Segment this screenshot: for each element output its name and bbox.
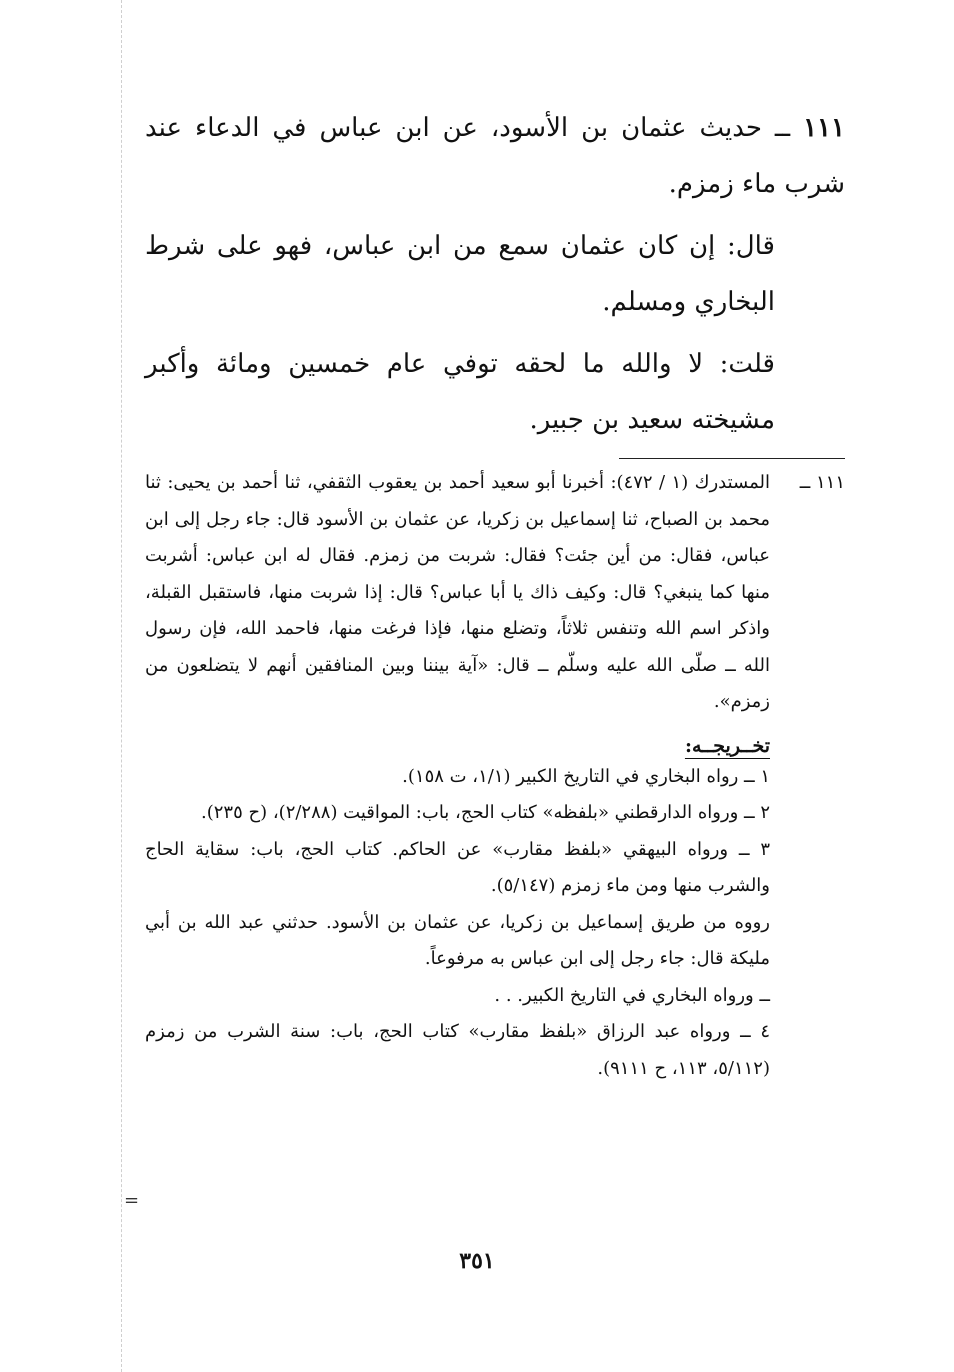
hakim-paragraph: قال: إن كان عثمان سمع من ابن عباس، فهو على شرط البخاري ومسلم. (145, 231, 775, 317)
takhrij-item: رووه من طريق إسماعيل بن زكريا، عن عثمان بن الأسود. حدثني عبد الله بن أبي مليكة قال: جاء رجل إلى ابن عباس به مرفوعاً. (145, 911, 770, 969)
footnote-separator (619, 458, 845, 459)
page-edge-line (121, 0, 122, 1372)
takhrij-item: ــ ورواه البخاري في التاريخ الكبير. . . (494, 984, 770, 1006)
footnote-paragraph (145, 465, 845, 721)
takhrij-item: ٣ ــ ورواه البيهقي «بلفظ مقارب» عن الحاكم. كتاب الحج، باب: سقاية الحاج والشرب منها ومن ماء زمزم (٥/١٤٧). (145, 838, 770, 896)
hadith-number: ١١١ (803, 113, 845, 143)
takhrij-list (145, 759, 845, 1088)
dhahabi-paragraph: قلت: لا والله ما لحقه توفي عام خمسين ومائة وأكبر مشيخته سعيد بن جبير. (145, 349, 775, 435)
takhrij-item: ٤ ــ ورواه عبد الرزاق «بلفظ مقارب» كتاب الحج، باب: سنة الشرب من زمزم (٥/١١٢، ١١٣، ح ٩١١١). (145, 1021, 770, 1079)
takhrij-item: ٢ ــ ورواه الدارقطني «بلفظه» كتاب الحج، باب: المواقيت (٢/٢٨٨)، (ح ٢٣٥). (201, 802, 770, 823)
takhrij-heading: تخــريجــه: (684, 734, 770, 757)
hadith-paragraph (145, 100, 845, 212)
footnote-number: ١١١ ــ (799, 472, 845, 493)
margin-continuation-mark: = (124, 1190, 140, 1211)
page-content (145, 100, 845, 1087)
page-number: ٣٥١ (459, 1248, 495, 1274)
footnote-text: المستدرك (١ / ٤٧٢): أخبرنا أبو سعيد أحمد بن يعقوب الثقفي، ثنا أحمد بن يحيى: ثنا محمد بن الصباح، ثنا إسماعيل بن زكريا، عن عثمان بن الأسود قال: جاء رجل إلى ابن عباس، فقال: من أين جئت؟ فقال: شربت من زمزم. فقال له ابن عباس: أشربت منها كما ينبغي؟ قال: وكيف ذاك يا أبا عباس؟ قال: إذا شربت منها، فاستقبل القبلة، واذكر اسم الله وتنفس ثلاثاً، وتضلع منها، فإذا فرغت منها، فاحمد الله، فإن رسول الله ــ صلّى الله عليه وسلّم ــ قال: «آية بيننا وبين المنافقين أنهم لا يتضلعون من زمزم». (145, 472, 770, 712)
footnote (145, 465, 845, 721)
takhrij-item: ١ ــ رواه البخاري في التاريخ الكبير (١/١، ت ١٥٨). (402, 765, 770, 787)
main-text (145, 100, 845, 448)
hadith-text: ــ حديث عثمان بن الأسود، عن ابن عباس في الدعاء عند شرب ماء زمزم. (145, 113, 845, 199)
